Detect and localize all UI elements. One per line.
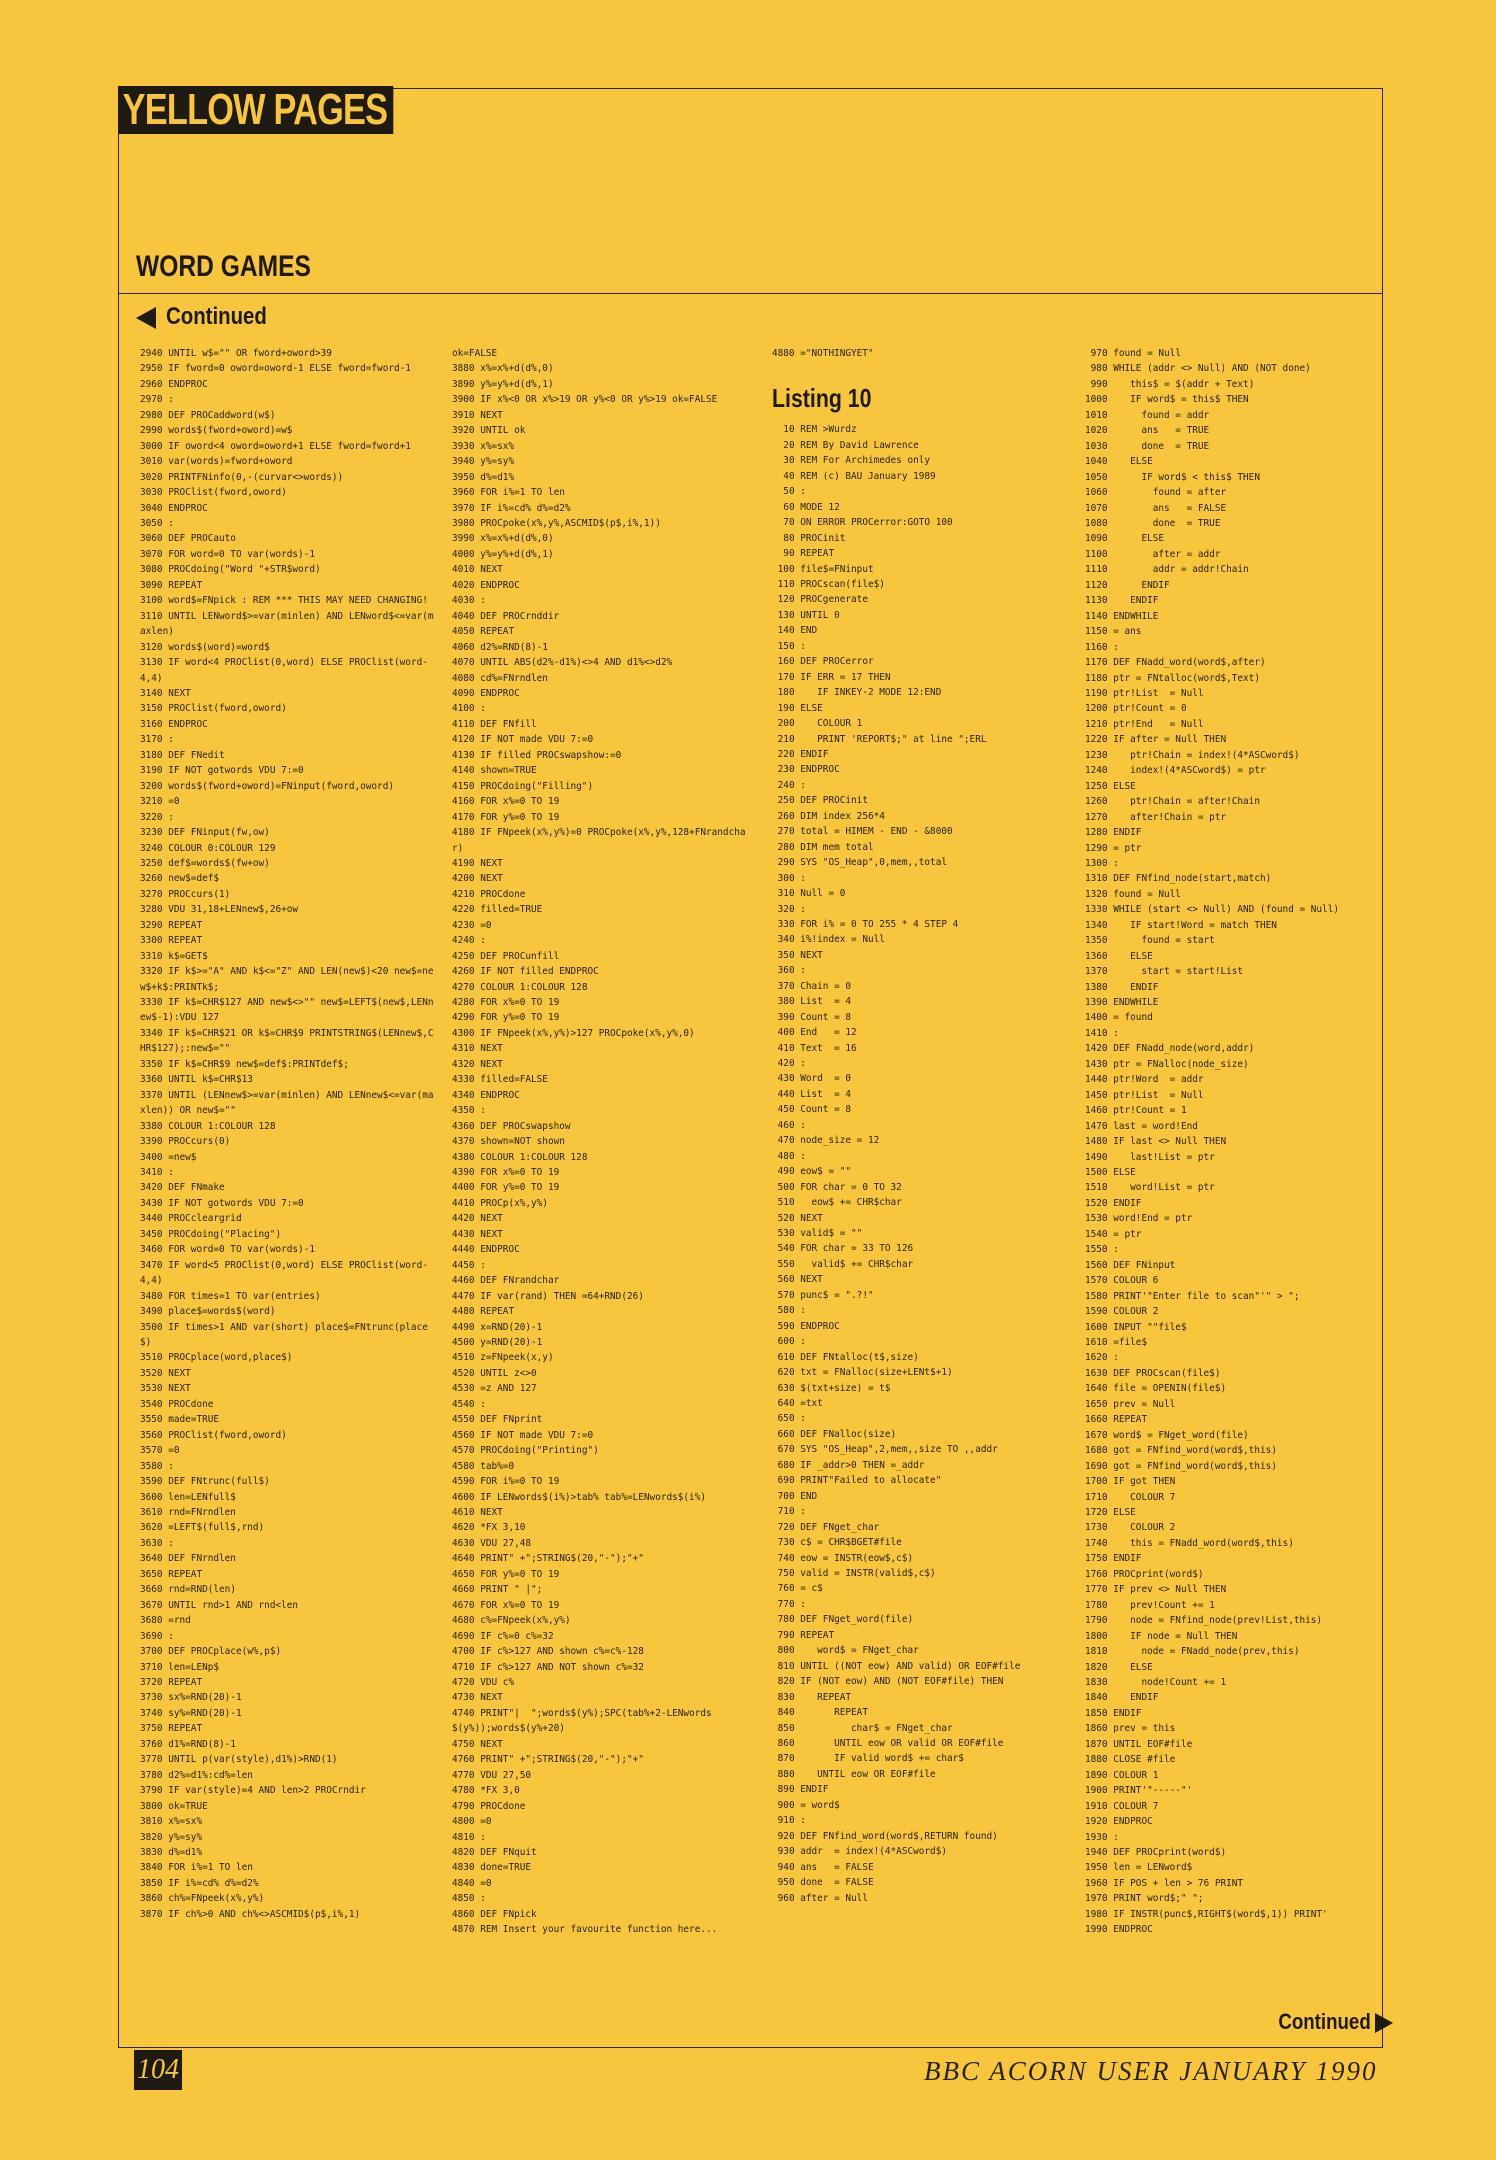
- continued-top-label: Continued: [166, 303, 267, 330]
- code-column-3: [772, 346, 1070, 1966]
- section-label: YELLOW PAGES: [118, 86, 394, 134]
- listing-title: Listing 10: [772, 383, 872, 414]
- code-listing-column-4: 970 found = Null 980 WHILE (addr <> Null) AND (NOT done) 990 this$ = $(addr + Text) 1000 IF word$ = this$ THEN 1010 found = addr 1020 ans = TRUE 1030 done = TRUE 1040 ELSE 1050 IF word$ < this$ THEN 1060 found = after 1070 ans = FALSE 1080 done = TRUE 1090 ELSE 1100 after = addr 1110 addr = addr!Chain 1120 ENDIF 1130 ENDIF 1140 ENDWHILE 1150 = ans 1160 : 1170 DEF FNadd_word(word$,after) 1180 ptr = FNtalloc(word$,Text) 1190 ptr!List = Null 1200 ptr!Count = 0 1210 ptr!End = Null 1220 IF after = Null THEN 1230 ptr!Chain = index!(4*ASCword$) 1240 index!(4*ASCword$) = ptr 1250 ELSE 1260 ptr!Chain = after!Chain 1270 after!Chain = ptr 1280 ENDIF 1290 = ptr 1300 : 1310 DEF FNfind_node(start,match) 1320 found = Null 1330 WHILE (start <> Null) AND (found = Null) 1340 IF start!Word = match THEN 1350 found = start 1360 ELSE 1370 start = start!List 1380 ENDIF 1390 ENDWHILE 1400 = found 1410 : 1420 DEF FNadd_node(word,addr) 1430 ptr = FNalloc(node_size) 1440 ptr!Word = addr 1450 ptr!List = Null 1460 ptr!Count = 1 1470 last = word!End 1480 IF last <> Null THEN 1490 last!List = ptr 1500 ELSE 1510 word!List = ptr 1520 ENDIF 1530 word!End = ptr 1540 = ptr 1550 : 1560 DEF FNinput 1570 COLOUR 6 1580 PRINT'"Enter file to scan"'" > "; 1590 COLOUR 2 1600 INPUT ""file$ 1610 =file$ 1620 : 1630 DEF PROCscan(file$) 1640 file = OPENIN(file$) 1650 prev = Null 1660 REPEAT 1670 word$ = FNget_word(file) 1680 got = FNfind_word(word$,this) 1690 got = FNfind_word(word$,this) 1700 IF got THEN 1710 COLOUR 7 1720 ELSE 1730 COLOUR 2 1740 this = FNadd_word(word$,this) 1750 ENDIF 1760 PROCprint(word$) 1770 IF prev <> Null THEN 1780 prev!Count += 1 1790 node = FNfind_node(prev!List,this) 1800 IF node = Null THEN 1810 node = FNadd_node(prev,this) 1820 ELSE 1830 node!Count += 1 1840 ENDIF 1850 ENDIF 1860 prev = this 1870 UNTIL EOF#file 1880 CLOSE #file 1890 COLOUR 1 1900 PRINT'"-----"' 1910 COLOUR 7 1920 ENDPROC 1930 : 1940 DEF PROCprint(word$) 1950 len = LENword$ 1960 IF POS + len > 76 PRINT 1970 PRINT word$;" "; 1980 IF INSTR(punc$,RIGHT$(word$,1)) PRINT' 1990 ENDPROC: [1085, 348, 1339, 1936]
- page-number: 104: [134, 2050, 182, 2090]
- article-title: WORD GAMES: [136, 250, 311, 283]
- left-arrow-icon: [136, 307, 156, 329]
- code-column-1: [140, 346, 438, 1966]
- code-column-4: [1085, 346, 1383, 1966]
- code-listing-column-3: 10 REM >Wurdz 20 REM By David Lawrence 30 REM For Archimedes only 40 REM (c) BAU January 1989 50 : 60 MODE 12 70 ON ERROR PROCerror:GOTO 100 80 PROCinit 90 REPEAT 100 file$=FNinput 110 PROCscan(file$) 120 PROCgenerate 130 UNTIL 0 140 END 150 : 160 DEF PROCerror 170 IF ERR = 17 THEN 180 IF INKEY-2 MODE 12:END 190 ELSE 200 COLOUR 1 210 PRINT 'REPORT$;" at line ";ERL 220 ENDIF 230 ENDPROC 240 : 250 DEF PROCinit 260 DIM index 256*4 270 total = HIMEM - END - &8000 280 DIM mem total 290 SYS "OS_Heap",0,mem,,total 300 : 310 Null = 0 320 : 330 FOR i% = 0 TO 255 * 4 STEP 4 340 i%!index = Null 350 NEXT 360 : 370 Chain = 0 380 List = 4 390 Count = 8 400 End = 12 410 Text = 16 420 : 430 Word = 0 440 List = 4 450 Count = 8 460 : 470 node_size = 12 480 : 490 eow$ = "" 500 FOR char = 0 TO 32 510 eow$ += CHR$char 520 NEXT 530 valid$ = "" 540 FOR char = 33 TO 126 550 valid$ += CHR$char 560 NEXT 570 punc$ = ".?!" 580 : 590 ENDPROC 600 : 610 DEF FNtalloc(t$,size) 620 txt = FNalloc(size+LENt$+1) 630 $(txt+size) = t$ 640 =txt 650 : 660 DEF FNalloc(size) 670 SYS "OS_Heap",2,mem,,size TO ,,addr 680 IF _addr>0 THEN =_addr 690 PRINT"Failed to allocate" 700 END 710 : 720 DEF FNget_char 730 c$ = CHR$BGET#file 740 eow = INSTR(eow$,c$) 750 valid = INSTR(valid$,c$) 760 = c$ 770 : 780 DEF FNget_word(file) 790 REPEAT 800 word$ = FNget_char 810 UNTIL ((NOT eow) AND valid) OR EOF#file 820 IF (NOT eow) AND (NOT EOF#file) THEN 830 REPEAT 840 REPEAT 850 char$ = FNget_char 860 UNTIL eow OR valid OR EOF#file 870 IF valid word$ += char$ 880 UNTIL eow OR EOF#file 890 ENDIF 900 = word$ 910 : 920 DEF FNfind_word(word$,RETURN found) 930 addr = index!(4*ASCword$) 940 ans = FALSE 950 done = FALSE 960 after = Null: [777, 424, 1021, 1904]
- code-column-2: [452, 346, 750, 1966]
- continued-top-marker: [136, 300, 285, 334]
- code-listing-column-1: 2940 UNTIL w$="" OR fword+oword>39 2950 IF fword=0 oword=oword-1 ELSE fword=fword-1 2960 ENDPROC 2970 : 2980 DEF PROCaddword(w$) 2990 words$(fword+oword)=w$ 3000 IF oword<4 oword=oword+1 ELSE fword=fword+1 3010 var(words)=fword+oword 3020 PRINTFNinfo(0,-(curvar<>words)) 3030 PROClist(fword,oword) 3040 ENDPROC 3050 : 3060 DEF PROCauto 3070 FOR word=0 TO var(words)-1 3080 PROCdoing("Word "+STR$word) 3090 REPEAT 3100 word$=FNpick : REM *** THIS MAY NEED CHANGING! 3110 UNTIL LENword$>=var(minlen) AND LENword$<=var(maxlen) 3120 words$(word)=word$ 3130 IF word<4 PROClist(0,word) ELSE PROClist(word-4,4) 3140 NEXT 3150 PROClist(fword,oword) 3160 ENDPROC 3170 : 3180 DEF FNedit 3190 IF NOT gotwords VDU 7:=0 3200 words$(fword+oword)=FNinput(fword,oword) 3210 =0 3220 : 3230 DEF FNinput(fw,ow) 3240 COLOUR 0:COLOUR 129 3250 def$=words$(fw+ow) 3260 new$=def$ 3270 PROCcurs(1) 3280 VDU 31,18+LENnew$,26+ow 3290 REPEAT 3300 REPEAT 3310 k$=GET$ 3320 IF k$>="A" AND k$<="Z" AND LEN(new$)<20 new$=new$+k$:PRINTk$; 3330 IF k$=CHR$127 AND new$<>"" new$=LEFT$(new$,LENnew$-1):VDU 127 3340 IF k$=CHR$21 OR k$=CHR$9 PRINTSTRING$(LENnew$,CHR$127);:new$="" 3350 IF k$=CHR$9 new$=def$:PRINTdef$; 3360 UNTIL k$=CHR$13 3370 UNTIL (LENnew$>=var(minlen) AND LENnew$<=var(maxlen)) OR new$="" 3380 COLOUR 1:COLOUR 128 3390 PROCcurs(0) 3400 =new$ 3410 : 3420 DEF FNmake 3430 IF NOT gotwords VDU 7:=0 3440 PROCcleargrid 3450 PROCdoing("Placing") 3460 FOR word=0 TO var(words)-1 3470 IF word<5 PROClist(0,word) ELSE PROClist(word-4,4) 3480 FOR times=1 TO var(entries) 3490 place$=words$(word) 3500 IF times>1 AND var(short) place$=FNtrunc(place$) 3510 PROCplace(word,place$) 3520 NEXT 3530 NEXT 3540 PROCdone 3550 made=TRUE 3560 PROClist(fword,oword) 3570 =0 3580 : 3590 DEF FNtrunc(full$) 3600 len=LENfull$ 3610 rnd=FNrndlen 3620 =LEFT$(full$,rnd) 3630 : 3640 DEF FNrndlen 3650 REPEAT 3660 rnd=RND(len) 3670 UNTIL rnd>1 AND rnd<len 3680 =rnd 3690 : 3700 DEF PROCplace(w%,p$) 3710 len=LENp$ 3720 REPEAT 3730 sx%=RND(20)-1 3740 sy%=RND(20)-1 3750 REPEAT 3760 d1%=RND(8)-1 3770 UNTIL p(var(style),d1%)>RND(1) 3780 d2%=d1%:cd%=len 3790 IF var(style)=4 AND len>2 PROCrndir 3800 ok=TRUE 3810 x%=sx% 3820 y%=sy% 3830 d%=d1% 3840 FOR i%=1 TO len 3850 IF i%=cd% d%=d2% 3860 ch%=FNpeek(x%,y%) 3870 IF ch%>0 AND ch%<>ASCMID$(p$,i%,1): [140, 348, 434, 1920]
- right-arrow-icon: [1375, 2013, 1393, 2033]
- magazine-footer: BBC ACORN USER JANUARY 1990: [924, 2056, 1378, 2086]
- code-listing-column-2: ok=FALSE 3880 x%=x%+d(d%,0) 3890 y%=y%+d(d%,1) 3900 IF x%<0 OR x%>19 OR y%<0 OR y%>19 ok=FALSE 3910 NEXT 3920 UNTIL ok 3930 x%=sx% 3940 y%=sy% 3950 d%=d1% 3960 FOR i%=1 TO len 3970 IF i%=cd% d%=d2% 3980 PROCpoke(x%,y%,ASCMID$(p$,i%,1)) 3990 x%=x%+d(d%,0) 4000 y%=y%+d(d%,1) 4010 NEXT 4020 ENDPROC 4030 : 4040 DEF PROCrnddir 4050 REPEAT 4060 d2%=RND(8)-1 4070 UNTIL ABS(d2%-d1%)<>4 AND d1%<>d2% 4080 cd%=FNrndlen 4090 ENDPROC 4100 : 4110 DEF FNfill 4120 IF NOT made VDU 7:=0 4130 IF filled PROCswapshow:=0 4140 shown=TRUE 4150 PROCdoing("Filling") 4160 FOR x%=0 TO 19 4170 FOR y%=0 TO 19 4180 IF FNpeek(x%,y%)=0 PROCpoke(x%,y%,128+FNrandchar) 4190 NEXT 4200 NEXT 4210 PROCdone 4220 filled=TRUE 4230 =0 4240 : 4250 DEF PROCunfill 4260 IF NOT filled ENDPROC 4270 COLOUR 1:COLOUR 128 4280 FOR x%=0 TO 19 4290 FOR y%=0 TO 19 4300 IF FNpeek(x%,y%)>127 PROCpoke(x%,y%,0) 4310 NEXT 4320 NEXT 4330 filled=FALSE 4340 ENDPROC 4350 : 4360 DEF PROCswapshow 4370 shown=NOT shown 4380 COLOUR 1:COLOUR 128 4390 FOR x%=0 TO 19 4400 FOR y%=0 TO 19 4410 PROCp(x%,y%) 4420 NEXT 4430 NEXT 4440 ENDPROC 4450 : 4460 DEF FNrandchar 4470 IF var(rand) THEN =64+RND(26) 4480 REPEAT 4490 x=RND(20)-1 4500 y=RND(20)-1 4510 z=FNpeek(x,y) 4520 UNTIL z<>0 4530 =z AND 127 4540 : 4550 DEF FNprint 4560 IF NOT made VDU 7:=0 4570 PROCdoing("Printing") 4580 tab%=0 4590 FOR i%=0 TO 19 4600 IF LENwords$(i%)>tab% tab%=LENwords$(i%) 4610 NEXT 4620 *FX 3,10 4630 VDU 27,48 4640 PRINT" +";STRING$(20,"-");"+" 4650 FOR y%=0 TO 19 4660 PRINT " |"; 4670 FOR x%=0 TO 19 4680 c%=FNpeek(x%,y%) 4690 IF c%=0 c%=32 4700 IF c%>127 AND shown c%=c%-128 4710 IF c%>127 AND NOT shown c%=32 4720 VDU c% 4730 NEXT 4740 PRINT"| ";words$(y%);SPC(tab%+2-LENwords$(y%));words$(y%+20) 4750 NEXT 4760 PRINT" +";STRING$(20,"-");"+" 4770 VDU 27,50 4780 *FX 3,0 4790 PROCdone 4800 =0 4810 : 4820 DEF FNquit 4830 done=TRUE 4840 =0 4850 : 4860 DEF FNpick 4870 REM Insert your favourite function here...: [452, 348, 746, 1936]
- continued-bottom-marker: [1262, 2007, 1393, 2037]
- continued-bottom-label: Continued: [1278, 2009, 1371, 2034]
- code-listing-column-3-top: 4880 ="NOTHINGYET": [772, 348, 874, 359]
- header-rule: [118, 293, 1383, 294]
